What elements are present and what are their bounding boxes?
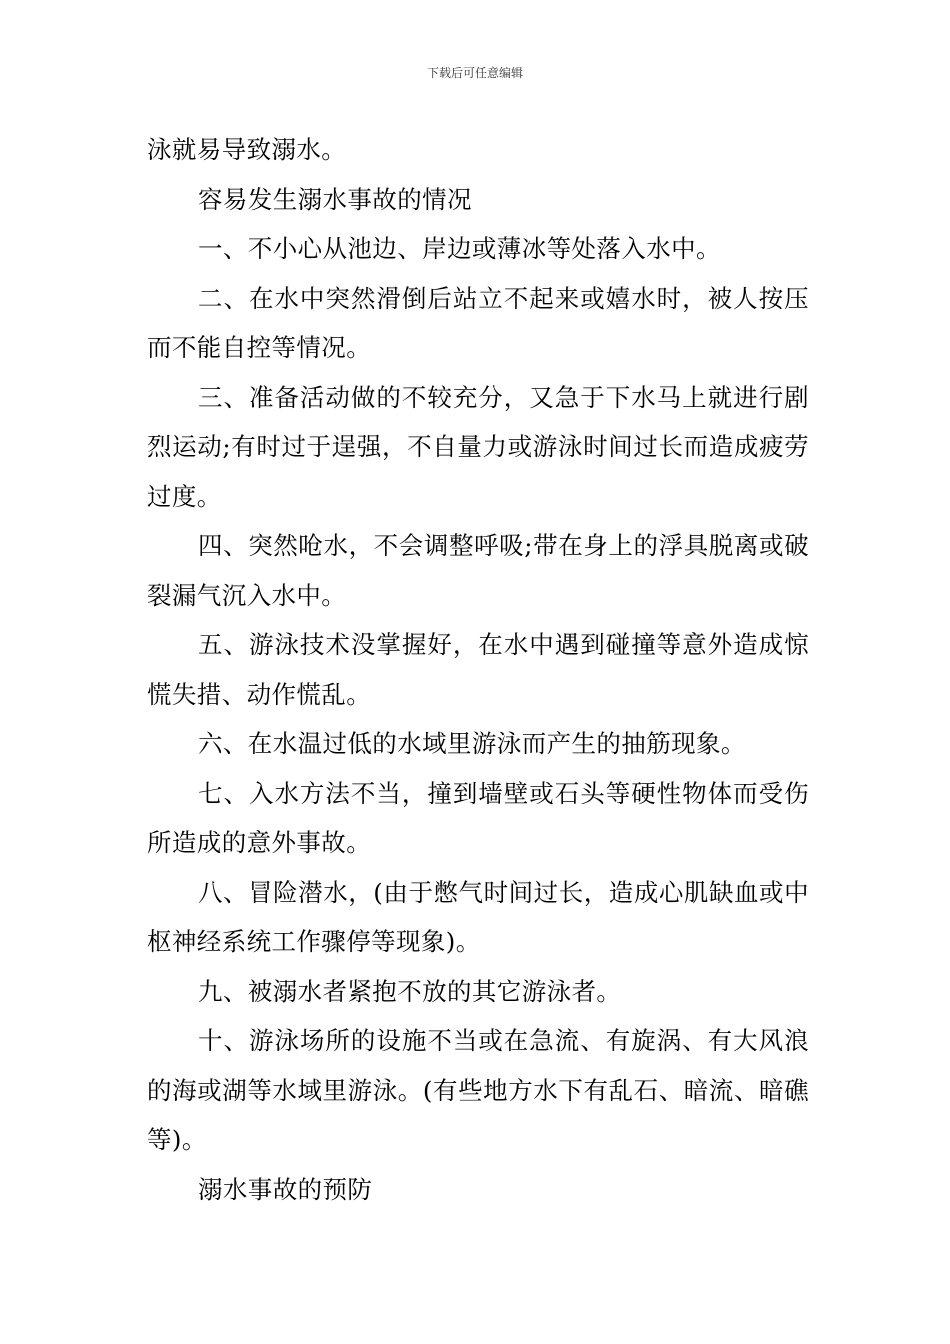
list-item: 三、准备活动做的不较充分，又急于下水马上就进行剧烈运动;有时过于逞强，不自量力或游泳时间过长而造成疲劳过度。 [147,382,809,511]
section-heading: 溺水事故的预防 [198,1174,373,1204]
list-item: 八、冒险潜水，(由于憋气时间过长，造成心肌缺血或中枢神经系统工作骤停等现象)。 [147,877,809,956]
paragraph: 泳就易导致溺水。 [147,135,347,164]
list-item: 一、不小心从池边、岸边或薄冰等处落入水中。 [198,234,721,263]
section-heading: 容易发生溺水事故的情况 [198,184,472,214]
page-header: 下载后可任意编辑 [426,66,523,80]
list-item: 十、游泳场所的设施不当或在急流、有旋涡、有大风浪的海或湖等水域里游泳。(有些地方水下有乱石、暗流、暗礁等)。 [147,1026,809,1154]
list-item: 九、被溺水者紧抱不放的其它游泳者。 [198,976,622,1006]
list-item: 六、在水温过低的水域里游泳而产生的抽筋现象。 [198,729,746,758]
list-item: 二、在水中突然滑倒后站立不起来或嬉水时，被人按压而不能自控等情况。 [147,283,809,362]
document-body [147,125,809,1214]
list-item: 七、入水方法不当，撞到墙壁或石头等硬性物体而受伤所造成的意外事故。 [147,778,809,857]
list-item: 五、游泳技术没掌握好，在水中遇到碰撞等意外造成惊慌失措、动作慌乱。 [147,630,809,709]
list-item: 四、突然呛水，不会调整呼吸;带在身上的浮具脱离或破裂漏气沉入水中。 [147,531,809,610]
